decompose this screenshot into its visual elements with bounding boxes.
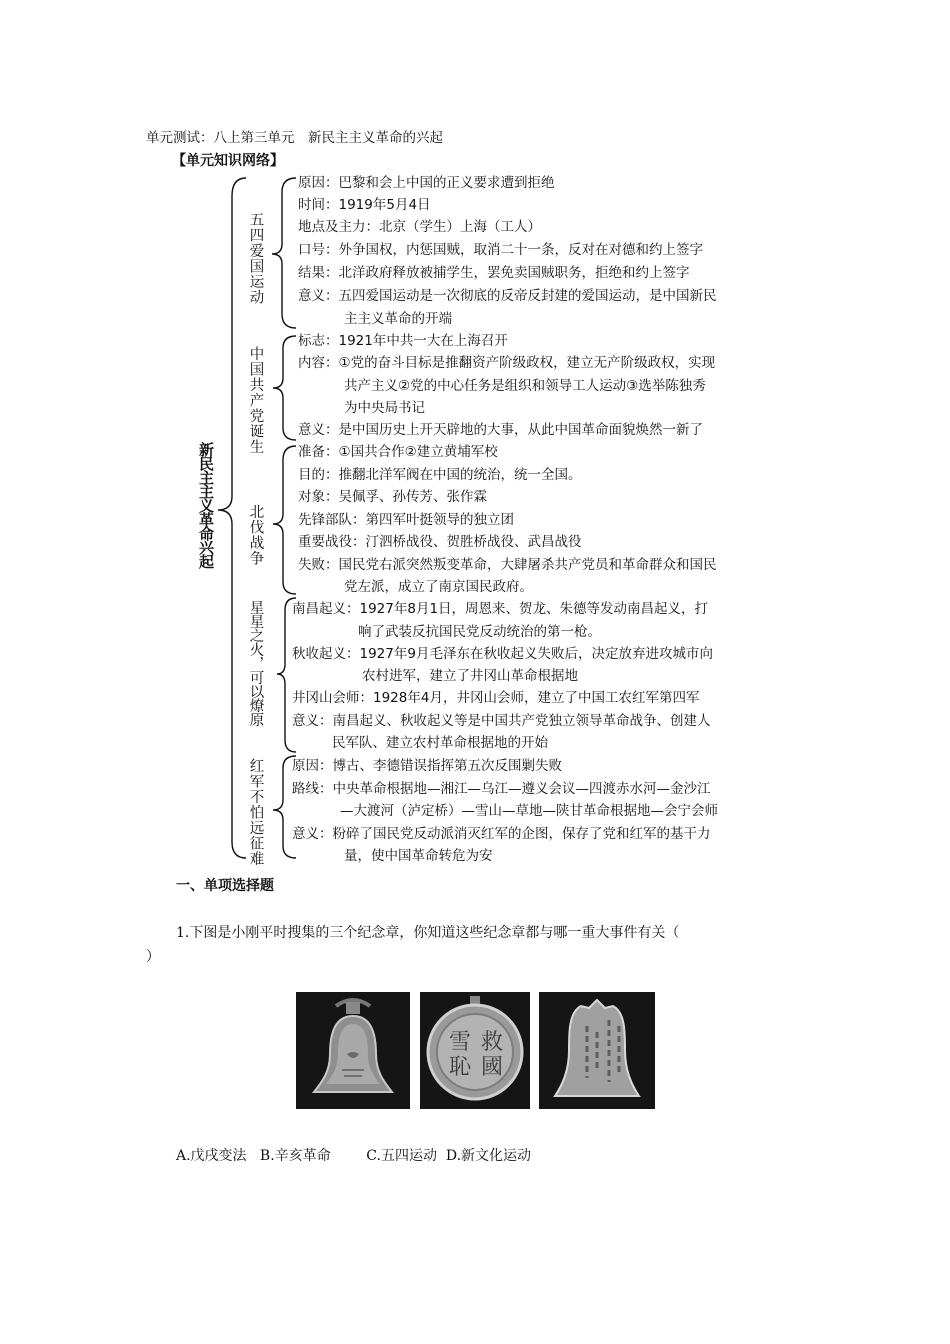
- question-1-paren-close: ）: [146, 949, 160, 965]
- march-line-route: 路线：中央革命根据地—湘江—乌江—遵义会议—四渡赤水河—金沙江: [292, 781, 711, 797]
- northern-line-target: 对象：吴佩孚、孙传芳、张作霖: [298, 489, 487, 505]
- answer-options: [176, 1145, 531, 1165]
- party-line-content-cont2: 为中央局书记: [344, 400, 425, 416]
- spark-line-nanchang: 南昌起义：1927年8月1日，周恩来、贺龙、朱德等发动南昌起义，打: [292, 601, 709, 617]
- branch-title-march: 红军不怕远征难: [247, 758, 264, 867]
- option-c[interactable]: C.五四运动: [366, 1148, 437, 1164]
- option-a[interactable]: A.戊戌变法: [176, 1148, 247, 1164]
- wusi-line-place: 地点及主力：北京（学生）上海（工人）: [298, 219, 541, 235]
- network-heading: 【单元知识网络】: [172, 153, 284, 169]
- option-b[interactable]: B.辛亥革命: [259, 1148, 331, 1164]
- wusi-line-meaning: 意义：五四爱国运动是一次彻底的反帝反封建的爱国运动，是中国新民: [298, 288, 717, 304]
- document-title: 单元测试：八上第三单元 新民主主义革命的兴起: [146, 130, 443, 146]
- brace-northern: [273, 446, 296, 594]
- brace-wusi: [272, 178, 296, 328]
- northern-line-battles: 重要战役：汀泗桥战役、贺胜桥战役、武昌战役: [298, 534, 582, 550]
- march-line-meaning: 意义：粉碎了国民党反动派消灭红军的企图，保存了党和红军的基干力: [292, 826, 711, 842]
- branch-title-northern: 北伐战争: [247, 504, 264, 566]
- medal-inscription-char-4: 恥: [448, 1055, 472, 1080]
- march-line-route-cont: —大渡河（泸定桥）—雪山—草地—陕甘革命根据地—会宁会师: [340, 803, 718, 819]
- root-brace: [218, 178, 246, 858]
- wusi-line-slogan: 口号：外争国权，内惩国贼，取消二十一条，反对在对德和约上签字: [298, 242, 703, 258]
- northern-line-failure-cont: 党左派，成立了南京国民政府。: [344, 579, 533, 595]
- spark-line-jinggangshan: 井冈山会师：1928年4月，井冈山会师，建立了中国工农红军第四军: [292, 690, 700, 706]
- medal-inscription-char-3: 雪: [448, 1030, 472, 1055]
- spark-line-autumn-cont: 农村进军，建立了井冈山革命根据地: [362, 668, 578, 684]
- network-root-title: 新民主主义革命兴起: [197, 442, 215, 568]
- party-line-content: 内容：①党的奋斗目标是推翻资产阶级政权，建立无产阶级政权，实现: [298, 355, 716, 371]
- march-line-cause: 原因：博古、李德错误指挥第五次反围剿失败: [292, 758, 562, 774]
- spark-line-autumn: 秋收起义：1927年9月毛泽东在秋收起义失败后，决定放弃进攻城市向: [292, 646, 713, 662]
- wusi-line-meaning-cont: 主主义革命的开端: [344, 311, 452, 327]
- party-line-meaning: 意义：是中国历史上开天辟地的大事，从此中国革命面貌焕然一新了: [298, 422, 703, 438]
- northern-line-failure: 失败：国民党右派突然叛变革命，大肆屠杀共产党员和革命群众和国民: [298, 557, 717, 573]
- option-d[interactable]: D.新文化运动: [445, 1148, 532, 1164]
- medal-image-bell: [296, 992, 410, 1109]
- wusi-line-cause: 原因：巴黎和会上中国的正义要求遭到拒绝: [298, 175, 555, 191]
- medal-image-bell-2: [539, 992, 655, 1109]
- spark-line-meaning-cont: 民军队、建立农村革命根据地的开始: [332, 735, 548, 751]
- party-line-content-cont1: 共产主义②党的中心任务是组织和领导工人运动③选举陈独秀: [344, 378, 706, 394]
- northern-line-vanguard: 先锋部队：第四军叶挺领导的独立团: [298, 512, 514, 528]
- branch-title-spark: 星星之火，可以燎原: [247, 600, 264, 726]
- brace-party: [273, 336, 296, 440]
- northern-line-goal: 目的：推翻北洋军阀在中国的统治，统一全国。: [298, 467, 582, 483]
- spark-line-meaning: 意义：南昌起义、秋收起义等是中国共产党独立领导革命战争、创建人: [292, 713, 711, 729]
- branch-title-wusi: 五四爱国运动: [247, 212, 264, 305]
- march-line-meaning-cont: 量，使中国革命转危为安: [344, 848, 493, 864]
- medal-inscription-char-2: 國: [480, 1055, 504, 1080]
- wusi-line-result: 结果：北洋政府释放被捕学生，罢免卖国贼职务，拒绝和约上签字: [298, 265, 690, 281]
- wusi-line-time: 时间：1919年5月4日: [298, 197, 431, 213]
- medal-inscription-char-1: 救: [480, 1030, 504, 1055]
- party-line-mark: 标志：1921年中共一大在上海召开: [298, 333, 508, 349]
- medal-image-round: [420, 992, 530, 1109]
- branch-title-party: 中国共产党诞生: [247, 346, 264, 455]
- spark-line-nanchang-cont: 响了武装反抗国民党反动统治的第一枪。: [358, 624, 601, 640]
- section-heading: 一、单项选择题: [176, 878, 274, 894]
- northern-line-prep: 准备：①国共合作②建立黄埔军校: [298, 444, 498, 460]
- question-1-text: 1.下图是小刚平时搜集的三个纪念章，你知道这些纪念章都与哪一重大事件有关（: [176, 925, 680, 941]
